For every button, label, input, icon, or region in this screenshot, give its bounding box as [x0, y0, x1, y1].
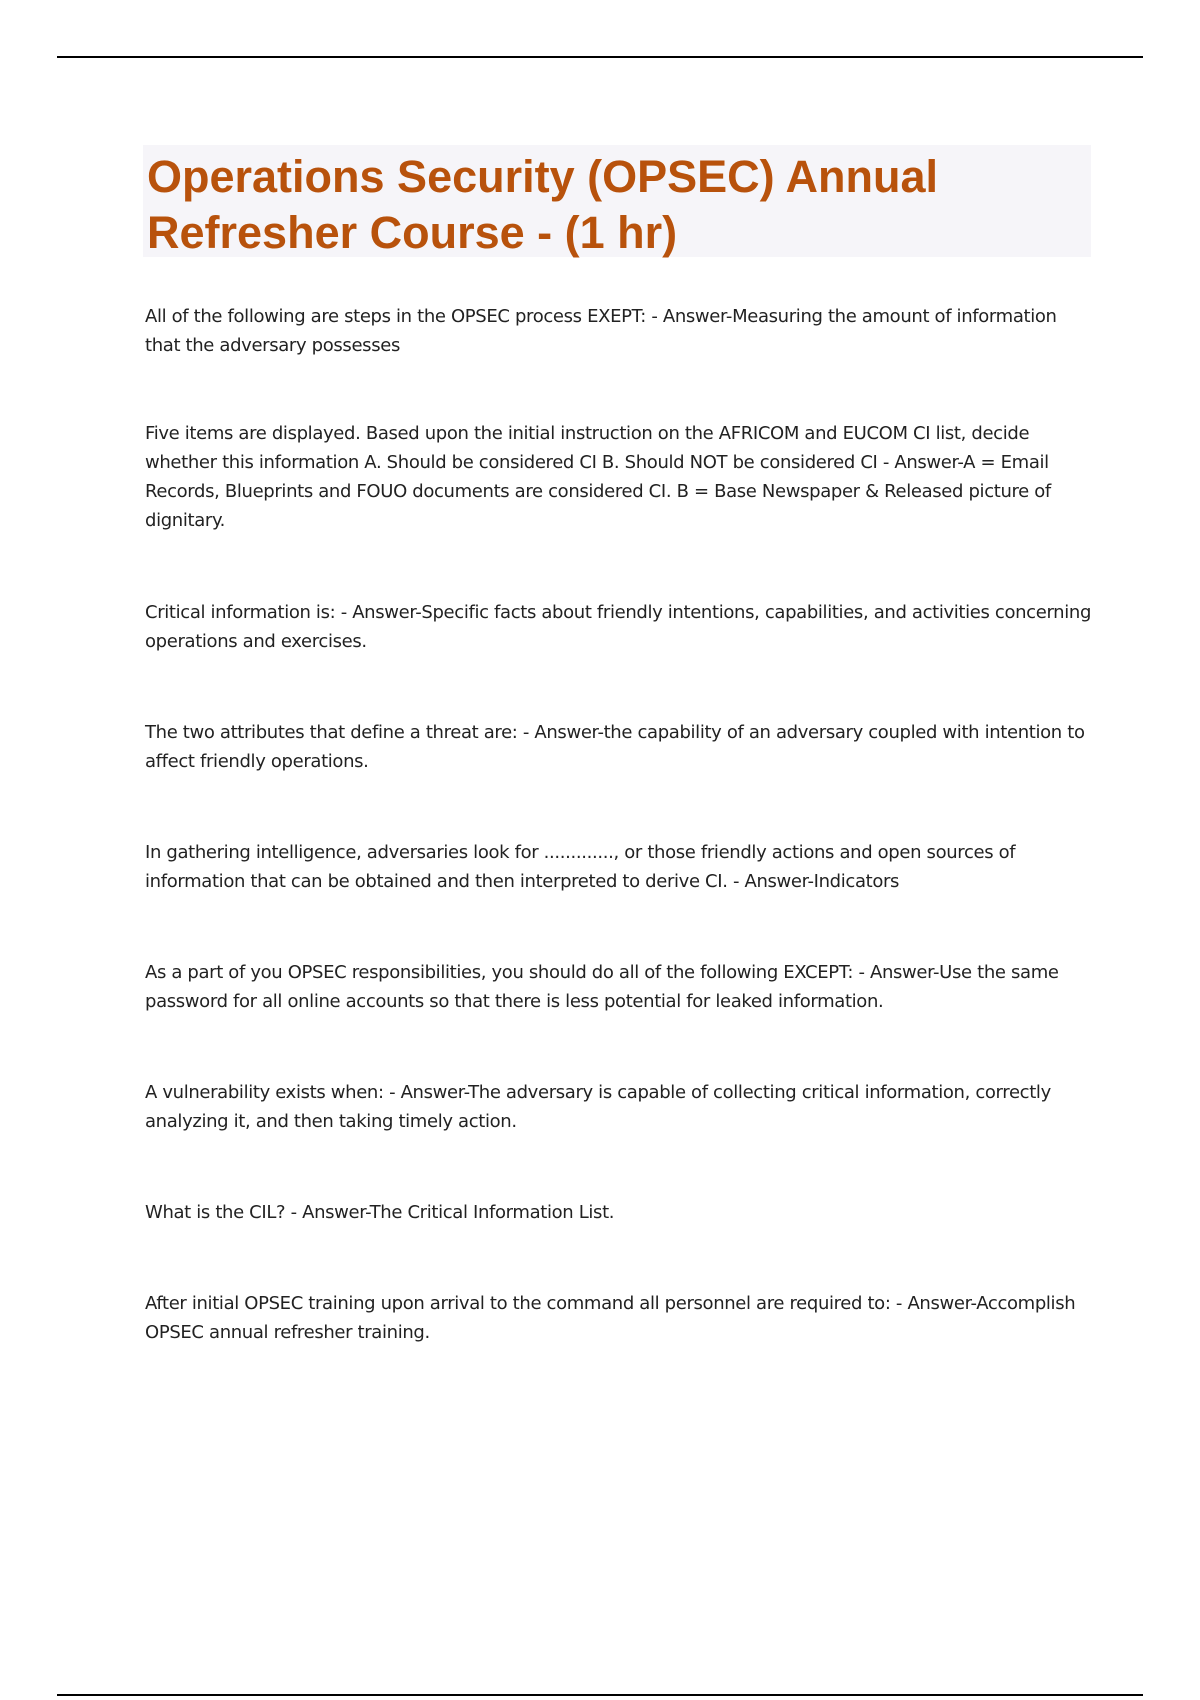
qa-item-2: Five items are displayed. Based upon the initial instruction on the AFRICOM and EUCOM CI list, decide whether this information A. Should be considered CI B. Should NOT be considered CI - Answer-A = Email Records, Blueprints and FOUO documents are considered CI. B = Base Newspaper & Released picture of dignitary.	[145, 423, 1051, 531]
title-banner	[143, 145, 1091, 257]
qa-item-3: Critical information is: - Answer-Specific facts about friendly intentions, capabilities, and activities concerning operations and exercises.	[145, 602, 1092, 652]
qa-item-4: The two attributes that define a threat are: - Answer-the capability of an adversary coupled with intention to affect friendly operations.	[145, 722, 1085, 772]
qa-item-6: As a part of you OPSEC responsibilities, you should do all of the following EXCEPT: - Answer-Use the same password for all online accounts so that there is less potential for leaked information.	[145, 962, 1059, 1012]
qa-item-8: What is the CIL? - Answer-The Critical Information List.	[145, 1202, 615, 1223]
qa-item-5: In gathering intelligence, adversaries look for ............., or those friendly actions and open sources of information that can be obtained and then interpreted to derive CI. - Answer-Indicators	[145, 842, 1016, 892]
top-divider	[57, 56, 1143, 58]
bottom-divider	[57, 1694, 1143, 1696]
qa-item-7: A vulnerability exists when: - Answer-The adversary is capable of collecting critical information, correctly analyzing it, and then taking timely action.	[145, 1082, 1051, 1132]
qa-item-9: After initial OPSEC training upon arrival to the command all personnel are required to: - Answer-Accomplish OPSEC annual refresher training.	[145, 1293, 1076, 1343]
qa-item-1: All of the following are steps in the OPSEC process EXEPT: - Answer-Measuring the amount of information that the adversary possesses	[145, 306, 1057, 356]
document-title: Operations Security (OPSEC) Annual Refresher Course - (1 hr)	[147, 151, 938, 258]
